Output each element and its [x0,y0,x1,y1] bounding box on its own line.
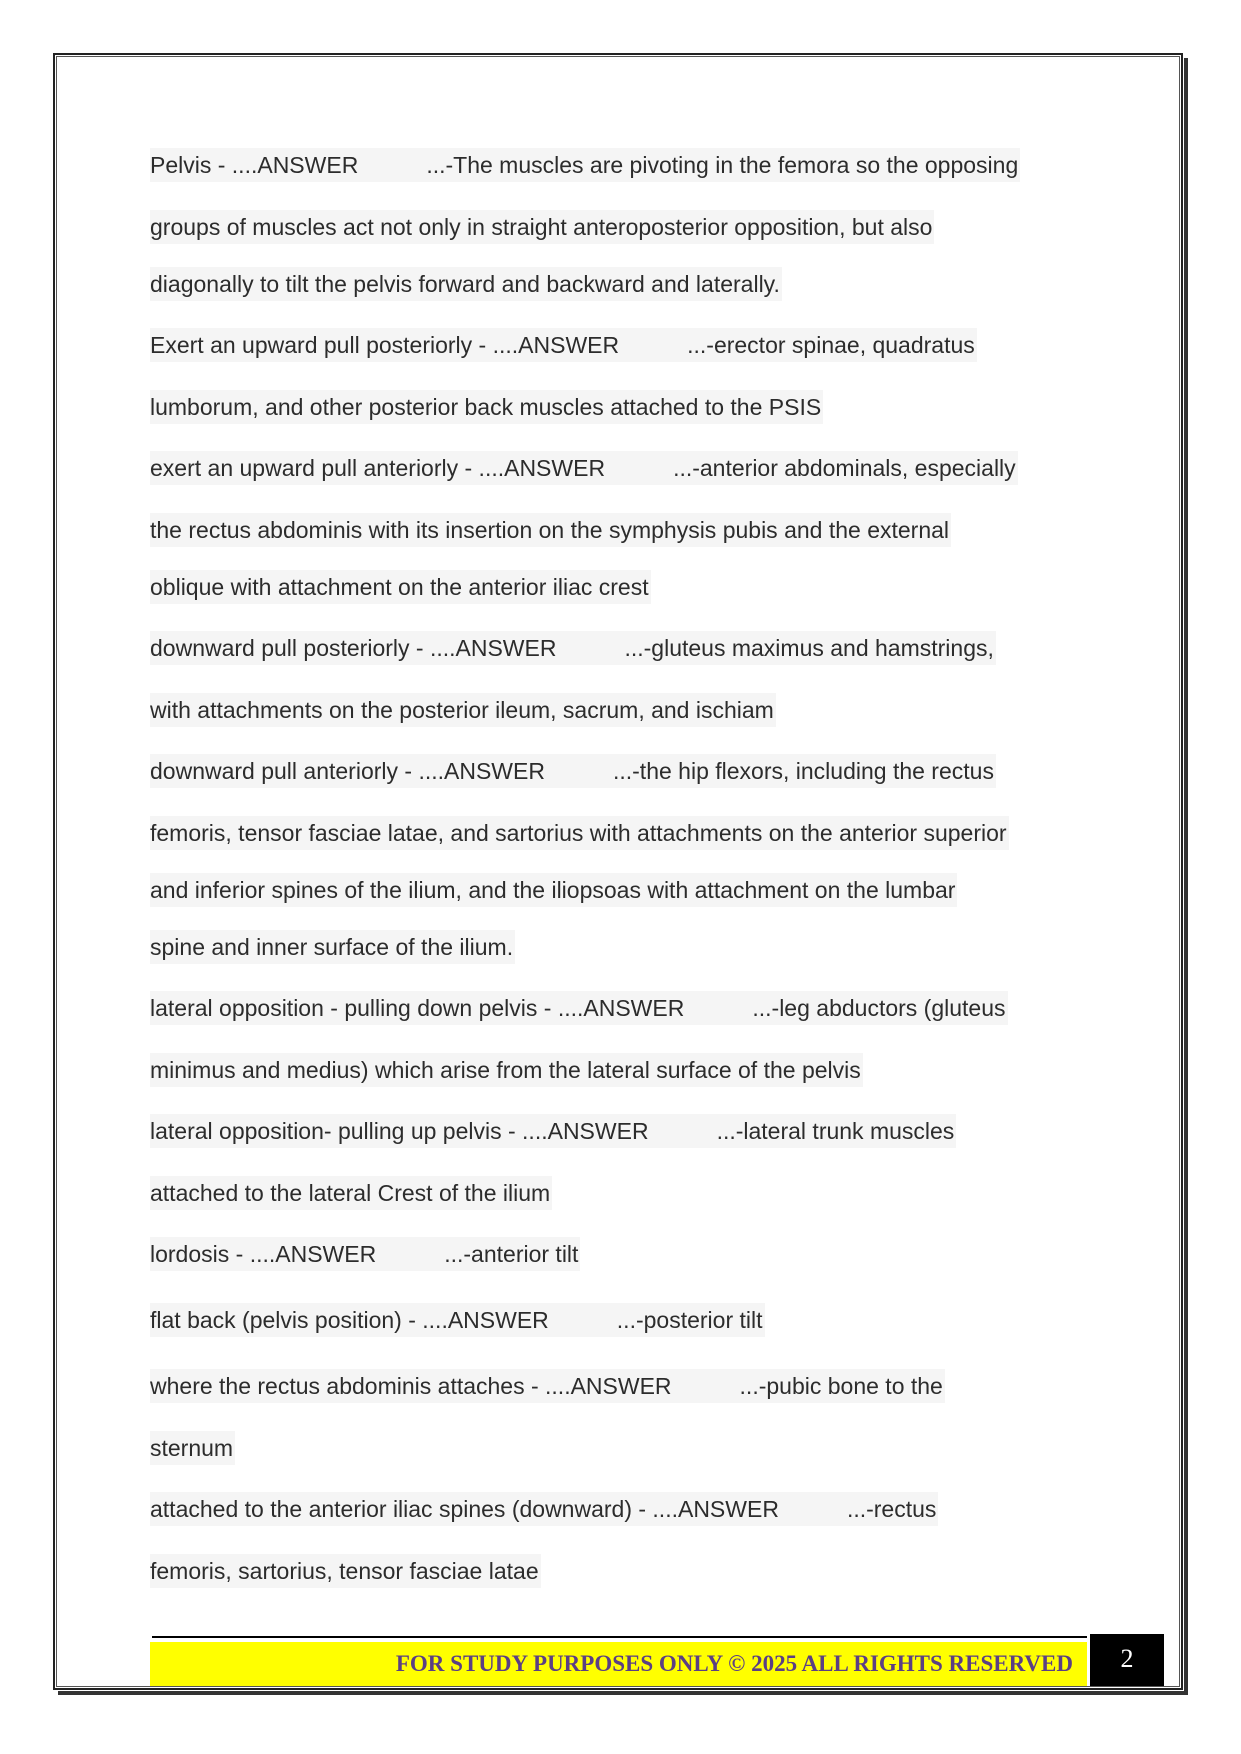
answer-text: ...-the hip flexors, including the rectus [612,758,994,784]
answer-text: ...-anterior abdominals, especially [673,455,1016,481]
footer-divider [152,1636,1087,1638]
text-line: attached to the lateral Crest of the ilium [150,1176,552,1210]
qa-line [150,1492,938,1526]
answer-text: ...-anterior tilt [444,1241,579,1267]
question-text: attached to the anterior iliac spines (downward) - ....ANSWER [150,1496,779,1522]
question-text: Exert an upward pull posteriorly - ....ANSWER [150,332,620,358]
text-line: sternum [150,1431,235,1465]
question-text: downward pull anteriorly - ....ANSWER [150,758,545,784]
qa-line [150,1303,765,1337]
answer-text: ...-The muscles are pivoting in the femora so the opposing [426,152,1019,178]
question-text: exert an upward pull anteriorly - ....ANSWER [150,455,606,481]
qa-line [150,148,1020,182]
qa-line [150,1237,580,1271]
answer-text: ...-erector spinae, quadratus [687,332,975,358]
text-line: minimus and medius) which arise from the lateral surface of the pelvis [150,1053,863,1087]
qa-line [150,451,1018,485]
text-line: groups of muscles act not only in straight anteroposterior opposition, but also [150,210,934,244]
qa-line [150,991,1008,1025]
question-text: where the rectus abdominis attaches - ....ANSWER [150,1373,672,1399]
answer-text: ...-gluteus maximus and hamstrings, [624,635,994,661]
text-line: with attachments on the posterior ileum, sacrum, and ischiam [150,693,776,727]
text-line: femoris, sartorius, tensor fasciae latae [150,1554,541,1588]
qa-line [150,328,977,362]
answer-text: ...-lateral trunk muscles [716,1118,955,1144]
text-line: femoris, tensor fasciae latae, and sartorius with attachments on the anterior superior [150,816,1009,850]
answer-text: ...-pubic bone to the [739,1373,943,1399]
question-text: lordosis - ....ANSWER [150,1241,377,1267]
qa-line [150,1114,956,1148]
question-text: flat back (pelvis position) - ....ANSWER [150,1307,549,1333]
question-text: downward pull posteriorly - ....ANSWER [150,635,557,661]
question-text: Pelvis - ....ANSWER [150,152,359,178]
answer-text: ...-leg abductors (gluteus [752,995,1006,1021]
answer-text: ...-posterior tilt [616,1307,763,1333]
text-line: lumborum, and other posterior back muscles attached to the PSIS [150,390,823,424]
page-number: 2 [1090,1634,1164,1686]
qa-line [150,754,996,788]
text-line: diagonally to tilt the pelvis forward and backward and laterally. [150,267,782,301]
answer-text: ...-rectus [846,1496,937,1522]
qa-line [150,1369,945,1403]
question-text: lateral opposition- pulling up pelvis - ....ANSWER [150,1118,649,1144]
text-line: and inferior spines of the ilium, and the iliopsoas with attachment on the lumbar [150,873,957,907]
text-line: the rectus abdominis with its insertion on the symphysis pubis and the external [150,513,951,547]
text-line: oblique with attachment on the anterior iliac crest [150,570,651,604]
qa-line [150,631,996,665]
text-line: spine and inner surface of the ilium. [150,930,515,964]
question-text: lateral opposition - pulling down pelvis - ....ANSWER [150,995,685,1021]
footer-copyright: FOR STUDY PURPOSES ONLY © 2025 ALL RIGHTS RESERVED [150,1642,1087,1686]
